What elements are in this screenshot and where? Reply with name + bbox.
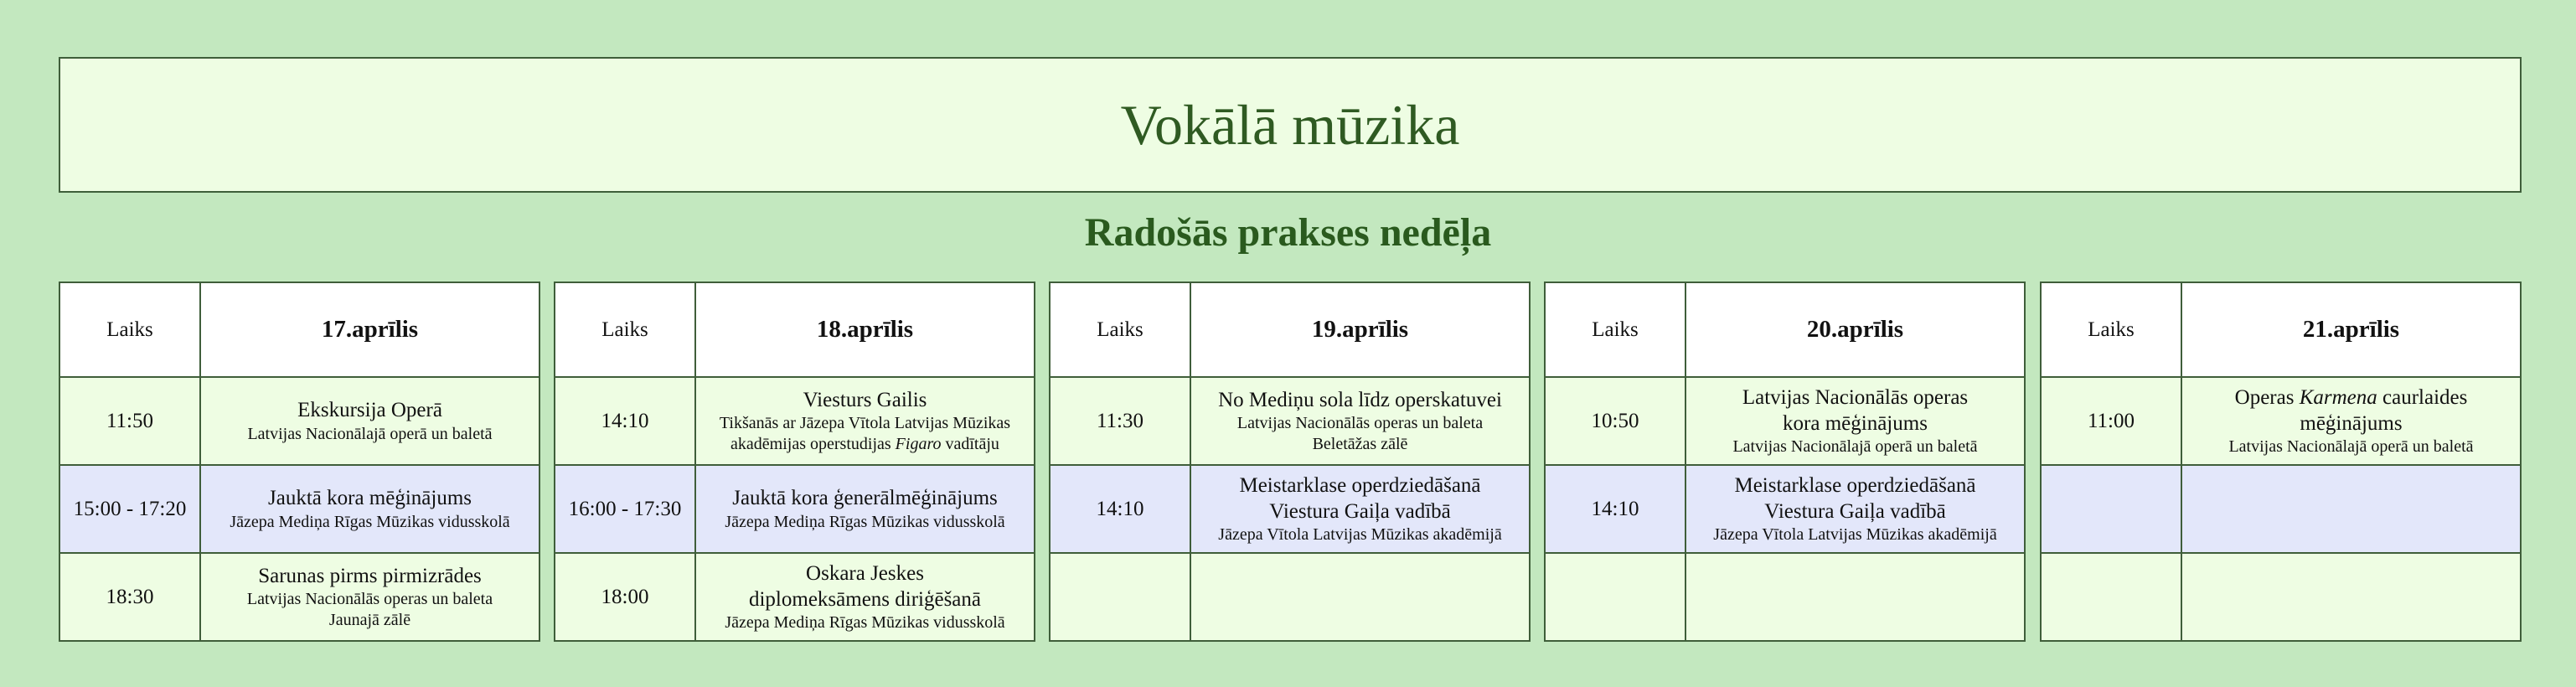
event-time: 18:30: [59, 553, 200, 641]
event-time: 10:50: [1545, 377, 1685, 465]
page-title: Vokālā mūzika: [1120, 92, 1460, 157]
event-time: [2041, 465, 2181, 553]
event-cell: [695, 465, 1035, 553]
time-header: Laiks: [555, 282, 695, 377]
event-place: Latvijas Nacionālās operas un baleta: [1236, 414, 1484, 433]
table-row: [555, 377, 1035, 465]
event-time: [1050, 553, 1190, 641]
event-cell: [200, 553, 539, 641]
event-title: Ekskursija Operā: [297, 399, 442, 422]
table-row: [2041, 553, 2521, 641]
event-title: Latvijas Nacionālās operas: [1742, 385, 1969, 409]
date-header: 19.aprīlis: [1190, 282, 1530, 377]
table-row: [555, 553, 1035, 641]
event-title: Oskara Jeskes: [806, 561, 924, 585]
schedule-table-day-2: [554, 282, 1035, 642]
event-title: Jauktā kora ģenerālmēģinājums: [732, 487, 998, 510]
time-header: Laiks: [59, 282, 200, 377]
event-place-line-2: Beletāžas zālē: [1312, 435, 1408, 454]
event-cell: [695, 553, 1035, 641]
table-row: [59, 553, 539, 641]
event-title: Operas Karmena caurlaides: [2234, 385, 2468, 409]
event-title-line-2: mēģinājums: [2300, 412, 2403, 435]
table-row: [1050, 465, 1530, 553]
event-cell: [1685, 465, 2025, 553]
event-title-line-2: Viestura Gaiļa vadībā: [1269, 500, 1451, 523]
event-cell: [2181, 553, 2521, 641]
table-row: [2041, 377, 2521, 465]
event-place-line-2: Jaunajā zālē: [328, 611, 411, 630]
event-cell: [1685, 377, 2025, 465]
schedule-table-day-1: [59, 282, 540, 642]
table-row: [59, 377, 539, 465]
event-time: 14:10: [1050, 465, 1190, 553]
event-time: 11:00: [2041, 377, 2181, 465]
event-place: Tikšanās ar Jāzepa Vītola Latvijas Mūzikas: [719, 414, 1011, 433]
event-title-line-2: Viestura Gaiļa vadībā: [1764, 500, 1946, 523]
event-place: Jāzepa Vītola Latvijas Mūzikas akadēmijā: [1218, 525, 1502, 545]
time-header: Laiks: [1545, 282, 1685, 377]
event-place: Jāzepa Mediņa Rīgas Mūzikas vidusskolā: [230, 512, 510, 531]
table-header-row: [1545, 282, 2025, 377]
event-cell: [1685, 553, 2025, 641]
event-time: [1545, 553, 1685, 641]
event-time: 18:00: [555, 553, 695, 641]
time-header: Laiks: [1050, 282, 1190, 377]
event-title: Sarunas pirms pirmizrādes: [258, 564, 482, 587]
event-cell: [200, 377, 539, 465]
event-cell: [1190, 553, 1530, 641]
table-header-row: [1050, 282, 1530, 377]
event-time: [2041, 553, 2181, 641]
event-time: 16:00 - 17:30: [555, 465, 695, 553]
event-title: Viesturs Gailis: [803, 388, 927, 411]
event-time: 11:50: [59, 377, 200, 465]
time-header: Laiks: [2041, 282, 2181, 377]
schedule-table-day-5: [2040, 282, 2522, 642]
event-place: Jāzepa Mediņa Rīgas Mūzikas vidusskolā: [725, 613, 1005, 633]
event-time: 15:00 - 17:20: [59, 465, 200, 553]
event-cell: [2181, 465, 2521, 553]
table-row: [59, 465, 539, 553]
event-title: Jauktā kora mēģinājums: [268, 487, 472, 510]
table-row: [1545, 553, 2025, 641]
event-place: Jāzepa Mediņa Rīgas Mūzikas vidusskolā: [725, 512, 1005, 531]
opera-name: Figaro: [895, 435, 942, 454]
table-row: [1050, 553, 1530, 641]
event-title: No Mediņu sola līdz operskatuvei: [1218, 388, 1502, 411]
event-title: Meistarklase operdziedāšanā: [1239, 473, 1481, 497]
table-row: [555, 465, 1035, 553]
event-time: 14:10: [1545, 465, 1685, 553]
event-place: Latvijas Nacionālās operas un baleta: [246, 590, 493, 609]
event-place: Latvijas Nacionālajā operā un baletā: [1732, 437, 1978, 457]
table-row: [1545, 377, 2025, 465]
event-title: Meistarklase operdziedāšanā: [1734, 473, 1976, 497]
event-title-line-2: kora mēģinājums: [1783, 412, 1928, 435]
schedule-table-day-4: [1544, 282, 2026, 642]
date-header: 21.aprīlis: [2181, 282, 2521, 377]
event-cell: [1190, 465, 1530, 553]
date-header: 17.aprīlis: [200, 282, 539, 377]
event-place-line-2: akadēmijas operstudijas Figaro vadītāju: [730, 435, 999, 454]
page-subtitle: Radošās prakses nedēļa: [1084, 210, 1492, 255]
event-cell: [1190, 377, 1530, 465]
event-cell: [695, 377, 1035, 465]
table-row: [1545, 465, 2025, 553]
table-row: [1050, 377, 1530, 465]
table-row: [2041, 465, 2521, 553]
title-banner: [59, 57, 2522, 193]
schedule-table-day-3: [1049, 282, 1531, 642]
date-header: 18.aprīlis: [695, 282, 1035, 377]
event-place: Latvijas Nacionālajā operā un baletā: [2228, 437, 2474, 457]
table-header-row: [555, 282, 1035, 377]
table-header-row: [2041, 282, 2521, 377]
event-cell: [2181, 377, 2521, 465]
event-time: 11:30: [1050, 377, 1190, 465]
event-place: Latvijas Nacionālajā operā un baletā: [247, 424, 493, 443]
event-cell: [200, 465, 539, 553]
event-time: 14:10: [555, 377, 695, 465]
event-title-line-2: diplomeksāmens diriģēšanā: [748, 588, 981, 611]
table-header-row: [59, 282, 539, 377]
opera-name: Karmena: [2299, 385, 2377, 409]
event-place: Jāzepa Vītola Latvijas Mūzikas akadēmijā: [1713, 525, 1997, 545]
date-header: 20.aprīlis: [1685, 282, 2025, 377]
